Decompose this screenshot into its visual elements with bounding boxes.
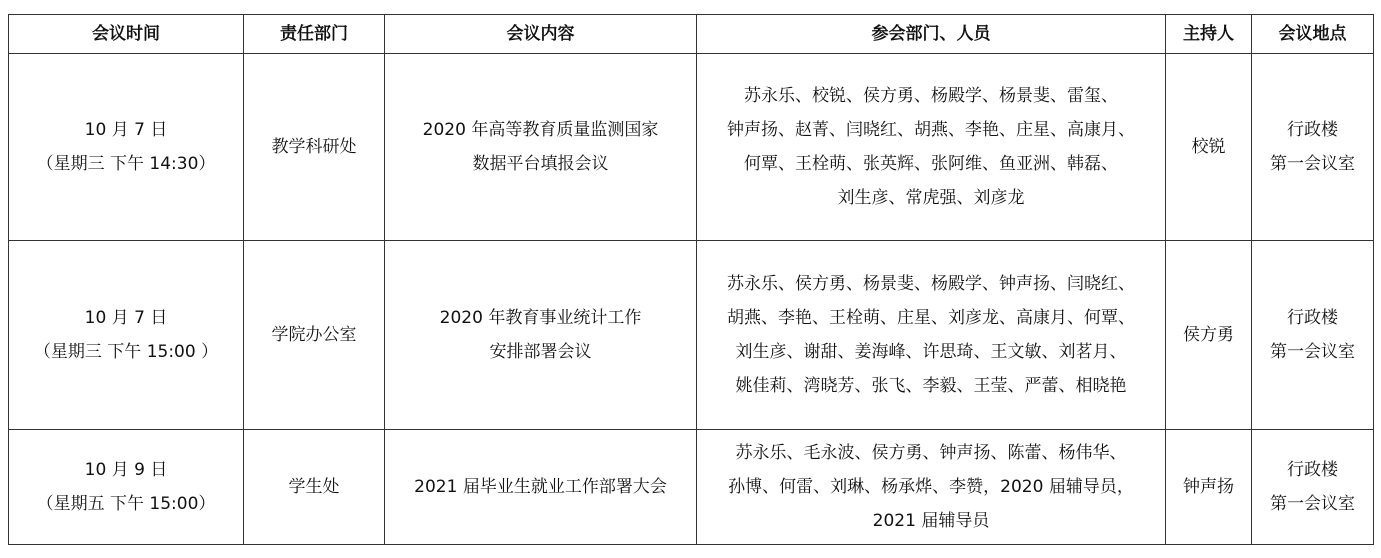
table-row (9, 54, 1374, 241)
attendees-line: 2021 届辅导员 (872, 511, 990, 531)
meeting-content-cell (385, 241, 697, 430)
attendees-line: 刘生彦、常虎强、刘彦龙 (837, 188, 1025, 208)
responsible-dept-cell: 学生处 (244, 430, 385, 545)
attendees-line: 刘生彦、谢甜、姜海峰、许思琦、王文敏、刘茗月、 (735, 342, 1127, 362)
meeting-content-cell (385, 54, 697, 241)
attendees-line: 苏永乐、毛永波、侯方勇、钟声扬、陈蕾、杨伟华、 (735, 443, 1127, 463)
place-cell (1252, 430, 1374, 545)
attendees-line: 胡燕、李艳、王栓萌、庄星、刘彦龙、高康月、何覃、 (727, 308, 1135, 328)
place-building: 行政楼 (1287, 120, 1338, 140)
attendees-line: 何覃、王栓萌、张英辉、张阿维、鱼亚洲、韩磊、 (744, 154, 1118, 174)
attendees-cell (697, 54, 1166, 241)
meeting-date: 10 月 7 日 (84, 120, 168, 140)
meeting-time-cell (9, 54, 244, 241)
content-line: 安排部署会议 (489, 342, 592, 362)
meeting-date: 10 月 7 日 (84, 308, 168, 328)
meeting-schedule-table (8, 14, 1374, 545)
attendees-line: 苏永乐、侯方勇、杨景斐、杨殿学、钟声扬、闫晓红、 (727, 274, 1135, 294)
attendees-line: 钟声扬、赵菁、闫晓红、胡燕、李艳、庄星、高康月、 (727, 120, 1135, 140)
content-line: 2020 年教育事业统计工作 (439, 308, 642, 328)
attendees-line: 苏永乐、校锐、侯方勇、杨殿学、杨景斐、雷玺、 (744, 86, 1118, 106)
content-line: 2021 届毕业生就业工作部署大会 (414, 477, 667, 497)
place-cell (1252, 54, 1374, 241)
content-line: 2020 年高等教育质量监测国家 (422, 120, 659, 140)
header-time: 会议时间 (9, 15, 244, 54)
attendees-cell (697, 430, 1166, 545)
meeting-weekday-time: （星期三 下午 15:00 ） (33, 342, 219, 362)
place-room: 第一会议室 (1270, 494, 1355, 514)
attendees-line: 孙博、何雷、刘琳、杨承烨、李赞，2020 届辅导员， (728, 477, 1134, 497)
place-building: 行政楼 (1287, 308, 1338, 328)
responsible-dept-cell: 教学科研处 (244, 54, 385, 241)
meeting-time-cell (9, 430, 244, 545)
content-line: 数据平台填报会议 (472, 154, 609, 174)
attendees-cell (697, 241, 1166, 430)
header-place: 会议地点 (1252, 15, 1374, 54)
place-cell (1252, 241, 1374, 430)
host-cell: 侯方勇 (1166, 241, 1252, 430)
table-row (9, 430, 1374, 545)
meeting-date: 10 月 9 日 (84, 460, 168, 480)
meeting-time-cell (9, 241, 244, 430)
host-cell: 校锐 (1166, 54, 1252, 241)
header-content: 会议内容 (385, 15, 697, 54)
table-row (9, 241, 1374, 430)
header-dept: 责任部门 (244, 15, 385, 54)
meeting-content-cell (385, 430, 697, 545)
attendees-line: 姚佳莉、湾晓芳、张飞、李毅、王莹、严蕾、相晓艳 (735, 376, 1127, 396)
place-building: 行政楼 (1287, 460, 1338, 480)
header-host: 主持人 (1166, 15, 1252, 54)
host-cell: 钟声扬 (1166, 430, 1252, 545)
meeting-weekday-time: （星期三 下午 14:30） (36, 154, 216, 174)
header-attendees: 参会部门、人员 (697, 15, 1166, 54)
place-room: 第一会议室 (1270, 154, 1355, 174)
meeting-weekday-time: （星期五 下午 15:00） (36, 494, 216, 514)
place-room: 第一会议室 (1270, 342, 1355, 362)
table-header-row (9, 15, 1374, 54)
responsible-dept-cell: 学院办公室 (244, 241, 385, 430)
